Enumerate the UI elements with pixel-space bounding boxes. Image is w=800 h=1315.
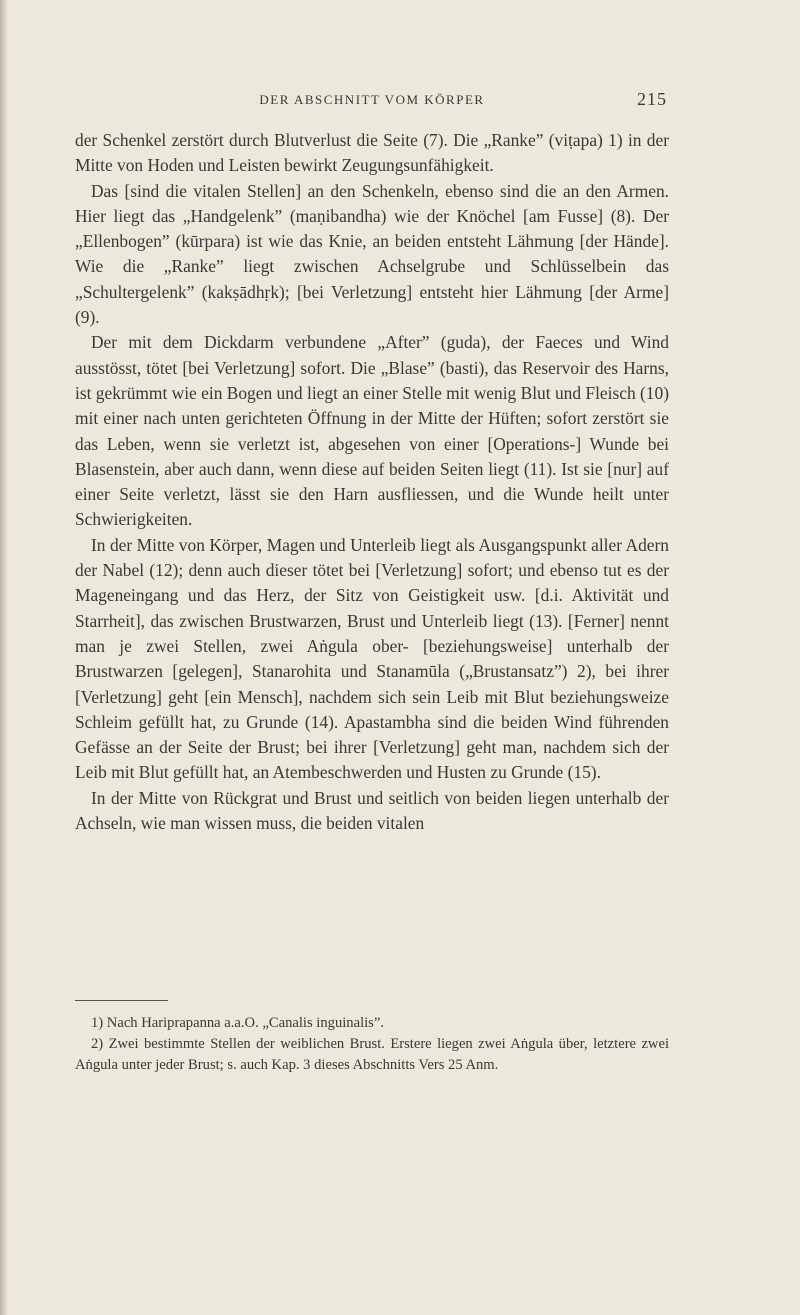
running-head: DER ABSCHNITT VOM KÖRPER xyxy=(259,92,485,107)
paragraph: In der Mitte von Körper, Magen und Unterleib liegt als Ausgangspunkt aller Adern der Nabel (12); denn auch dieser tötet bei [Verletzung] sofort; und ebenso tut es der Mageneingang und das Herz, der Sitz von Geistigkeit usw. [d.i. Aktivität und Starrheit], das zwischen Brustwarzen, Brust und Unterleib liegt (13). [Ferner] nennt man je zwei Stellen, zwei Aṅgula ober- [beziehungsweise] unterhalb der Brustwarzen [gelegen], Stanarohita und Stanamūla („Brustansatz”) 2), bei ihrer [Verletzung] geht [ein Mensch], nachdem sich sein Leib mit Blut beziehungsweize Schleim gefüllt hat, zu Grunde (14). Apastambha sind die beiden Wind führenden Gefässe an der Seite der Brust; bei ihrer [Verletzung] geht man, nachdem sich der Leib mit Blut gefüllt hat, an Atembeschwerden und Husten zu Grunde (15). xyxy=(75,534,669,783)
page-binding-shadow xyxy=(0,0,8,1315)
page-number: 215 xyxy=(637,89,667,109)
paragraph: der Schenkel zerstört durch Blutverlust die Seite (7). Die „Ranke” (viṭapa) 1) in der Mitte von Hoden und Leisten bewirkt Zeugungsunfähigkeit. xyxy=(75,130,669,176)
page-header xyxy=(75,89,669,112)
footnote: 1) Nach Hariprapanna a.a.O. „Canalis inguinalis”. xyxy=(91,1015,384,1031)
footnote: 2) Zwei bestimmte Stellen der weiblichen Brust. Erstere liegen zwei Aṅgula über, letztere zwei Aṅgula unter jeder Brust; s. auch Kap. 3 dieses Abschnitts Vers 25 Anm. xyxy=(75,1036,669,1073)
paragraph: Der mit dem Dickdarm verbundene „After” (guda), der Faeces und Wind ausstösst, tötet [bei Verletzung] sofort. Die „Blase” (basti), das Reservoir des Harns, ist gekrümmt wie ein Bogen und liegt an einer Stelle mit wenig Blut und Fleisch (10) mit einer nach unten gerichteten Öffnung in der Mitte der Hüften; sofort zerstört sie das Leben, wenn sie verletzt ist, abgesehen von einer [Operations-] Wunde bei Blasenstein, aber auch dann, wenn diese auf beiden Seiten liegt (11). Ist sie [nur] auf einer Seite verletzt, lässt sie den Harn ausfliessen, und die Wunde heilt unter Schwierigkeiten. xyxy=(75,332,669,530)
paragraph: Das [sind die vitalen Stellen] an den Schenkeln, ebenso sind die an den Armen. Hier liegt das „Handgelenk” (maṇibandha) wie der Knöchel [am Fusse] (8). Der „Ellenbogen” (kūrpara) ist wie das Knie, an beiden entsteht Lähmung [der Hände]. Wie die „Ranke” liegt zwischen Achselgrube und Schlüsselbein das „Schultergelenk” (kakṣādhṛk); [bei Verletzung] entsteht hier Lähmung [der Arme] (9). xyxy=(75,180,669,328)
body-text xyxy=(75,128,669,836)
paragraph: In der Mitte von Rückgrat und Brust und seitlich von beiden liegen unterhalb der Achseln, wie man wissen muss, die beiden vitalen xyxy=(75,787,669,834)
footnote-rule xyxy=(75,1000,168,1001)
footnotes xyxy=(75,1013,669,1076)
